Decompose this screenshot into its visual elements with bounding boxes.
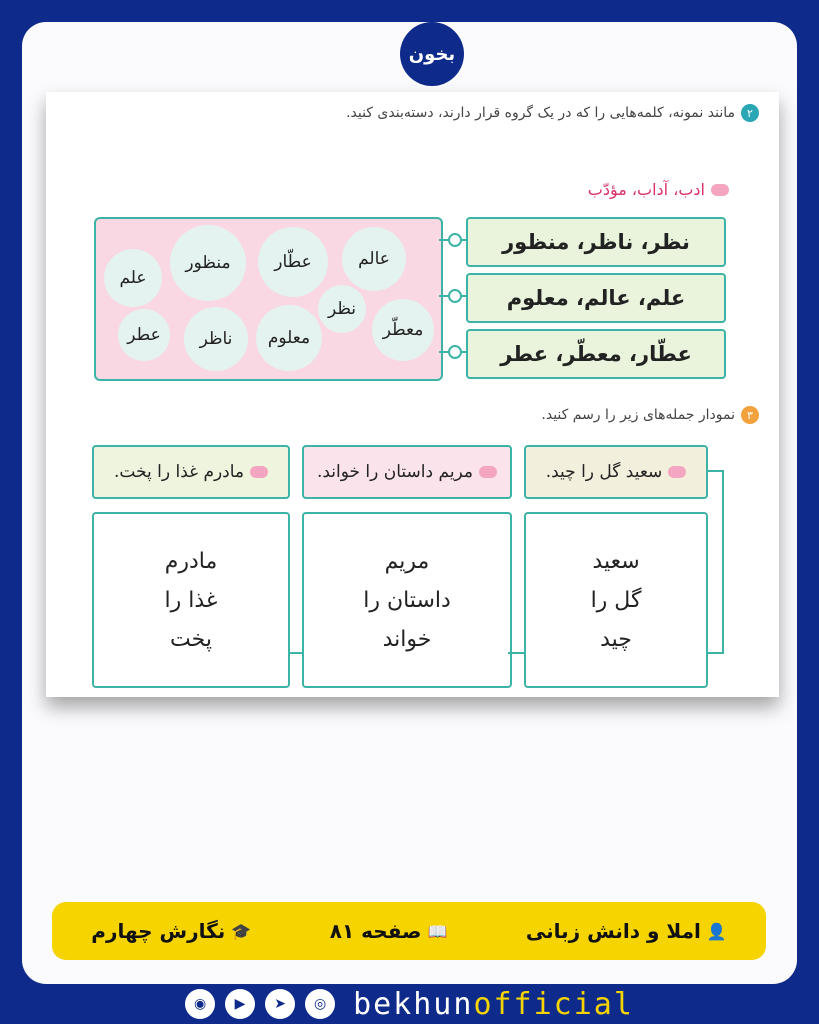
brand-name <box>353 987 634 1022</box>
brand-accent: official <box>473 986 634 1022</box>
answer-word: داستان را <box>363 587 451 613</box>
social-bar <box>0 984 819 1024</box>
footer-info-bar <box>52 902 766 960</box>
sentence-text: سعید گل را چید. <box>545 462 663 482</box>
footer-grade <box>91 919 251 943</box>
answer-box <box>302 512 512 688</box>
sentence-text: مادرم غذا را پخت. <box>113 462 245 482</box>
connector-line <box>439 295 448 297</box>
answer-word: چید <box>600 626 632 652</box>
connector-line <box>439 239 448 241</box>
connector-line <box>706 652 724 654</box>
footer-subject-text: املا و دانش زبانی <box>525 919 701 943</box>
example-words: ادب، آداب، مؤدّب <box>587 180 705 199</box>
answer-word: مریم <box>384 548 430 574</box>
answer-word: سعید <box>592 548 640 574</box>
answer-word: غذا را <box>164 587 218 613</box>
footer-page-text: صفحه ۸۱ <box>329 919 422 943</box>
bekhun-logo: بخون <box>400 22 464 86</box>
word-bubble: منظور <box>170 225 246 301</box>
footer-subject <box>526 919 727 943</box>
exercise-2-heading <box>346 104 759 122</box>
aparat-icon[interactable]: ◉ <box>185 989 215 1019</box>
sentence-box <box>302 445 512 499</box>
cloud-icon <box>479 466 497 478</box>
answer-box <box>524 512 708 688</box>
answer-word: گل را <box>590 587 642 613</box>
answer-word: خواند <box>382 626 432 652</box>
connector-line <box>439 351 448 353</box>
exercise-2-number: ۲ <box>741 104 759 122</box>
word-bubble: نظر <box>318 285 366 333</box>
answer-box <box>92 512 290 688</box>
word-bubble-box <box>94 217 443 381</box>
textbook-page <box>46 92 779 697</box>
content-frame <box>22 22 797 984</box>
word-bubble: معلوم <box>256 305 322 371</box>
footer-page <box>330 919 448 943</box>
cloud-icon <box>711 184 729 196</box>
sentence-text: مریم داستان را خواند. <box>316 462 474 482</box>
cloud-icon <box>668 466 686 478</box>
instagram-icon[interactable]: ◎ <box>305 989 335 1019</box>
telegram-icon[interactable]: ➤ <box>265 989 295 1019</box>
word-bubble: علم <box>104 249 162 307</box>
exercise-2-instruction: مانند نمونه، کلمه‌هایی را که در یک گروه قرار دارند، دسته‌بندی کنید. <box>346 105 735 121</box>
graduation-cap-icon: 🎓 <box>231 921 252 941</box>
connector-line <box>722 470 724 654</box>
word-group-box: نظر، ناظر، منظور <box>466 217 726 267</box>
word-bubble: معطّر <box>372 299 434 361</box>
teacher-icon: 👤 <box>706 921 727 941</box>
word-group-box: علم، عالم، معلوم <box>466 273 726 323</box>
word-bubble: ناظر <box>184 307 248 371</box>
cloud-icon <box>250 466 268 478</box>
answer-word: مادرم <box>164 548 218 574</box>
exercise-3-number: ۳ <box>741 406 759 424</box>
connector-line <box>508 652 524 654</box>
word-bubble: عالم <box>342 227 406 291</box>
example-line <box>588 180 729 199</box>
brand-main: bekhun <box>353 986 474 1022</box>
word-bubble: عطر <box>118 309 170 361</box>
sentence-box <box>524 445 708 499</box>
book-icon: 📖 <box>427 921 448 941</box>
word-bubble: عطّار <box>258 227 328 297</box>
sentence-box <box>92 445 290 499</box>
footer-grade-text: نگارش چهارم <box>91 919 226 943</box>
exercise-3-instruction: نمودار جمله‌های زیر را رسم کنید. <box>541 407 735 423</box>
answer-word: پخت <box>170 626 212 652</box>
connector-line <box>288 652 302 654</box>
youtube-icon[interactable]: ▶ <box>225 989 255 1019</box>
exercise-3-heading <box>541 406 759 424</box>
word-group-box: عطّار، معطّر، عطر <box>466 329 726 379</box>
